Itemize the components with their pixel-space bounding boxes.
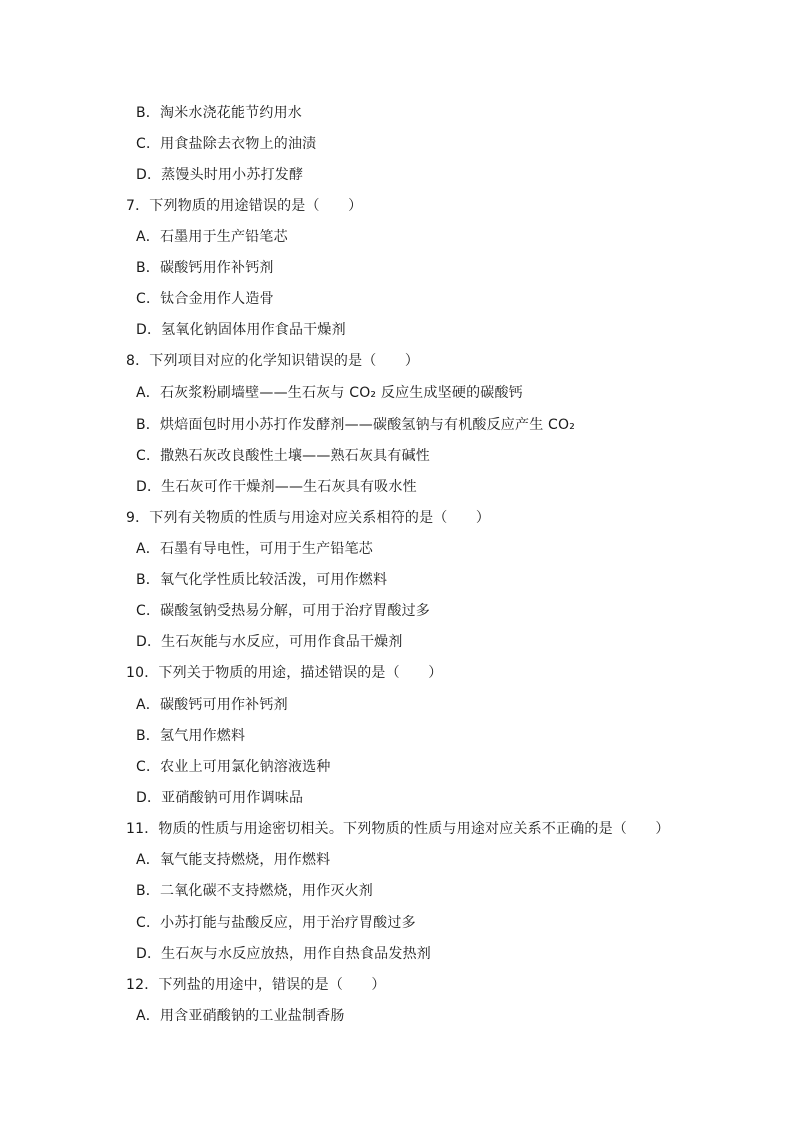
option-7c: C．钛合金用作人造骨 bbox=[136, 291, 274, 307]
option-8d: D．生石灰可作干燥剂——生石灰具有吸水性 bbox=[136, 479, 417, 495]
option-11b: B．二氧化碳不支持燃烧，用作灭火剂 bbox=[136, 883, 374, 899]
option-11a: A．氧气能支持燃烧，用作燃料 bbox=[136, 852, 331, 868]
option-9b: B．氧气化学性质比较活泼，可用作燃料 bbox=[136, 572, 388, 588]
question-10: 10．下列关于物质的用途，描述错误的是（ ） bbox=[126, 665, 443, 681]
question-12: 12．下列盐的用途中，错误的是（ ） bbox=[126, 977, 386, 993]
option-9d: D．生石灰能与水反应，可用作食品干燥剂 bbox=[136, 634, 403, 650]
option-7b: B．碳酸钙用作补钙剂 bbox=[136, 260, 274, 276]
question-8: 8．下列项目对应的化学知识错误的是（ ） bbox=[126, 353, 420, 369]
option-7d: D．氢氧化钠固体用作食品干燥剂 bbox=[136, 322, 346, 338]
option-10b: B．氢气用作燃料 bbox=[136, 728, 246, 744]
option-10a: A．碳酸钙可用作补钙剂 bbox=[136, 697, 288, 713]
option-9a: A．石墨有导电性，可用于生产铅笔芯 bbox=[136, 541, 373, 557]
option-8a: A．石灰浆粉刷墙壁——生石灰与 CO₂ 反应生成坚硬的碳酸钙 bbox=[136, 385, 523, 401]
option-9c: C．碳酸氢钠受热易分解，可用于治疗胃酸过多 bbox=[136, 603, 430, 619]
question-9: 9．下列有关物质的性质与用途对应关系相符的是（ ） bbox=[126, 510, 491, 526]
option-11d: D．生石灰与水反应放热，用作自热食品发热剂 bbox=[136, 946, 431, 962]
option-12a: A．用含亚硝酸钠的工业盐制香肠 bbox=[136, 1008, 345, 1024]
option-6b: B．淘米水浇花能节约用水 bbox=[136, 105, 303, 121]
option-7a: A．石墨用于生产铅笔芯 bbox=[136, 229, 288, 245]
option-10c: C．农业上可用氯化钠溶液选种 bbox=[136, 759, 331, 775]
question-11: 11．物质的性质与用途密切相关。下列物质的性质与用途对应关系不正确的是（ ） bbox=[126, 821, 670, 837]
question-7: 7．下列物质的用途错误的是（ ） bbox=[126, 198, 363, 214]
option-8c: C．撒熟石灰改良酸性土壤——熟石灰具有碱性 bbox=[136, 448, 430, 464]
option-8b: B．烘焙面包时用小苏打作发酵剂——碳酸氢钠与有机酸反应产生 CO₂ bbox=[136, 417, 576, 433]
option-10d: D．亚硝酸钠可用作调味品 bbox=[136, 790, 304, 806]
option-11c: C．小苏打能与盐酸反应，用于治疗胃酸过多 bbox=[136, 915, 416, 931]
option-6d: D．蒸馒头时用小苏打发酵 bbox=[136, 167, 304, 183]
option-6c: C．用食盐除去衣物上的油渍 bbox=[136, 136, 317, 152]
